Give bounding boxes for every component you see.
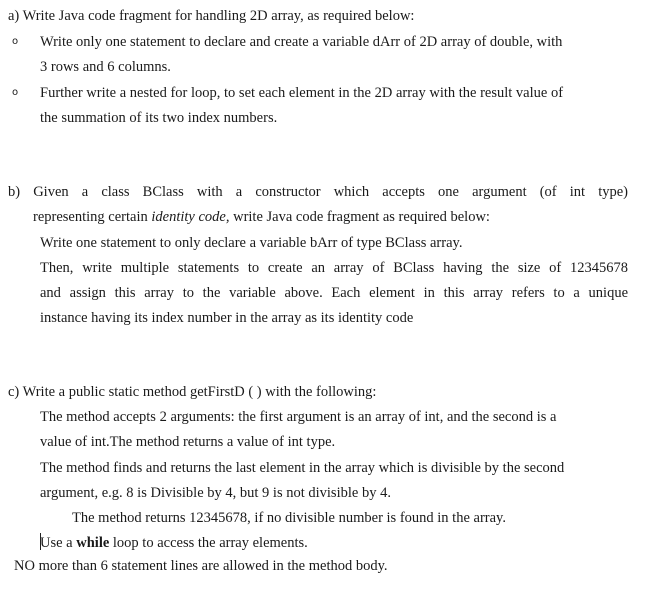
bullet-icon: o — [12, 36, 19, 47]
section-b-line2-before: representing certain — [33, 209, 152, 225]
section-b-line6: instance having its index number in the array as its identity code — [40, 310, 414, 326]
section-c-line7-before: Use a — [40, 535, 77, 551]
section-c-line4: The method finds and returns the last element in the array which is divisible by the second — [40, 460, 565, 476]
section-c-line8: NO more than 6 statement lines are allowed in the method body. — [14, 558, 388, 574]
while-keyword: while — [76, 535, 110, 551]
section-b-line3: Write one statement to only declare a variable bArr of type BClass array. — [40, 235, 463, 251]
section-c-line7 — [40, 533, 308, 552]
section-a-item1-line2: 3 rows and 6 columns. — [40, 59, 171, 75]
section-a-heading: a) Write Java code fragment for handling 2D array, as required below: — [8, 8, 415, 24]
section-a-item1-line1: Write only one statement to declare and create a variable dArr of 2D array of double, with — [40, 34, 563, 50]
section-c-heading: c) Write a public static method getFirstD ( ) with the following: — [8, 384, 377, 400]
section-b-line4: Then, write multiple statements to create an array of BClass having the size of 12345678 — [40, 260, 628, 276]
section-a-item2-line1: Further write a nested for loop, to set each element in the 2D array with the result value of — [40, 85, 564, 101]
section-c-line3: value of int.The method returns a value of int type. — [40, 434, 336, 450]
section-c-line7-after: loop to access the array elements. — [109, 535, 308, 551]
section-b-line5: and assign this array to the variable above. Each element in this array refers to a unique — [40, 285, 628, 301]
section-c-line2: The method accepts 2 arguments: the first argument is an array of int, and the second is a — [40, 409, 557, 425]
section-b-line2-after: write Java code fragment as required below: — [229, 209, 490, 225]
identity-code-term: identity code, — [151, 209, 230, 225]
bullet-icon: o — [12, 87, 19, 98]
section-c-line6: The method returns 12345678, if no divisible number is found in the array. — [72, 510, 506, 526]
section-b-heading: b) Given a class BClass with a constructor which accepts one argument (of int type) — [8, 184, 628, 200]
section-a-item2-line2: the summation of its two index numbers. — [40, 110, 278, 126]
section-b-line2 — [33, 208, 490, 226]
section-c-line5: argument, e.g. 8 is Divisible by 4, but 9 is not divisible by 4. — [40, 485, 391, 501]
